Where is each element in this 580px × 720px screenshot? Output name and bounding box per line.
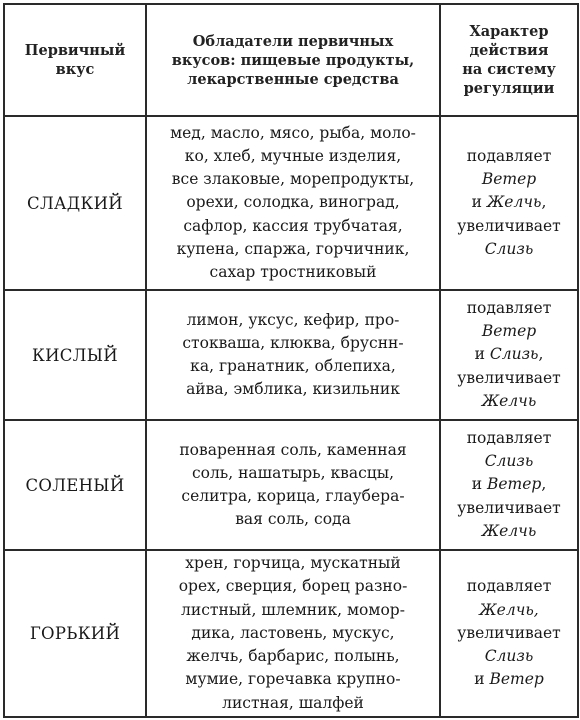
action-term: Ветер	[489, 670, 544, 689]
header-action-line: Характер	[469, 23, 549, 40]
holders-line: сахар тростниковый	[209, 263, 377, 281]
taste-name: СЛАДКИЙ	[4, 116, 146, 290]
holders-line: все злаковые, морепродукты,	[171, 170, 415, 189]
holders-line: дика, ластовень, мускус,	[191, 623, 395, 642]
taste-name: КИСЛЫЙ	[4, 290, 146, 420]
action-line: Ветер	[481, 322, 537, 341]
holders-line: купена, спаржа, горчичник,	[176, 239, 410, 258]
holders-line: листный, шлемник, момор-	[181, 600, 405, 619]
holders-line: листная, шалфей	[222, 693, 364, 712]
action-text: ,	[541, 475, 547, 494]
header-action-line: действия	[469, 42, 549, 59]
action-line	[441, 191, 577, 214]
holders-line: стокваша, клюква, бруснн-	[182, 333, 404, 352]
action-line: увеличивает	[457, 498, 561, 517]
action-line: подавляет	[466, 428, 552, 447]
holders-line: мед, масло, мясо, рыба, моло-	[170, 123, 416, 142]
table-row	[4, 550, 578, 717]
header-taste	[4, 4, 146, 116]
table-row	[4, 290, 578, 420]
holders-line: ко, хлеб, мучные изделия,	[184, 146, 402, 165]
taste-action	[440, 290, 578, 420]
holders-line: поваренная соль, каменная	[179, 440, 407, 459]
action-text: ,	[538, 345, 544, 364]
holders-line: селитра, корица, глаубера-	[181, 487, 405, 505]
header-action-line: регуляции	[463, 80, 555, 97]
action-line: Слизь	[484, 452, 534, 471]
holders-line: лимон, уксус, кефир, про-	[186, 310, 400, 329]
header-holders-line: вкусов: пищевые продукты,	[171, 51, 415, 69]
holders-line: ка, гранатник, облепиха,	[190, 357, 396, 375]
action-term: Желчь	[486, 193, 542, 212]
taste-action	[440, 550, 578, 717]
action-line: увеличивает	[457, 368, 561, 387]
action-text: и	[474, 345, 490, 364]
header-taste-line: Первичный	[24, 42, 126, 59]
action-term: Желчь	[481, 391, 537, 410]
action-line	[441, 668, 577, 691]
taste-name: ГОРЬКИЙ	[4, 550, 146, 717]
action-term: Слизь	[489, 345, 539, 364]
header-holders-line: Обладатели первичных	[192, 32, 394, 50]
action-term: Ветер	[486, 475, 542, 494]
table-row	[4, 420, 578, 550]
holders-line: орехи, солодка, виноград,	[186, 193, 400, 212]
action-line: Ветер	[481, 170, 537, 189]
taste-holders	[146, 420, 440, 550]
taste-action	[440, 116, 578, 290]
action-text: и	[471, 193, 487, 212]
action-line	[441, 520, 577, 543]
holders-line: хрен, горчица, мускатный	[185, 554, 401, 573]
taste-holders	[146, 290, 440, 420]
header-row	[4, 4, 578, 116]
action-line: подавляет	[466, 146, 552, 165]
holders-line: орех, сверция, борец разно-	[178, 577, 408, 596]
action-line	[441, 390, 577, 413]
taste-holders	[146, 550, 440, 717]
action-line: увеличивает	[457, 216, 561, 235]
action-line	[441, 473, 577, 496]
holders-line: вая соль, сода	[235, 510, 351, 529]
table-row	[4, 116, 578, 290]
action-line	[441, 343, 577, 366]
action-line: увеличивает	[457, 623, 561, 642]
action-text: ,	[541, 193, 547, 212]
holders-line: желчь, барбарис, полынь,	[186, 647, 400, 666]
tastes-table	[3, 3, 579, 718]
action-line: подавляет	[466, 577, 552, 596]
holders-line: сафлор, кассия трубчатая,	[183, 216, 403, 235]
action-line: Желчь,	[479, 600, 539, 619]
taste-action	[440, 420, 578, 550]
header-action-line: на систему	[462, 61, 556, 78]
action-term: Желчь	[481, 521, 537, 540]
holders-line: мумие, горечавка крупно-	[185, 670, 401, 689]
taste-holders	[146, 116, 440, 290]
action-text: и	[471, 475, 487, 494]
action-line: Слизь	[484, 647, 534, 666]
action-term: Слизь	[484, 239, 534, 258]
header-action	[440, 4, 578, 116]
action-text: и	[474, 670, 490, 689]
header-holders	[146, 4, 440, 116]
header-holders-line: лекарственные средства	[187, 70, 399, 88]
header-taste-line: вкус	[55, 61, 95, 78]
action-line: подавляет	[466, 298, 552, 317]
action-line	[441, 238, 577, 261]
holders-line: соль, нашатырь, квасцы,	[191, 463, 395, 482]
taste-name: СОЛЕНЫЙ	[4, 420, 146, 550]
holders-line: айва, эмблика, кизильник	[186, 380, 400, 399]
